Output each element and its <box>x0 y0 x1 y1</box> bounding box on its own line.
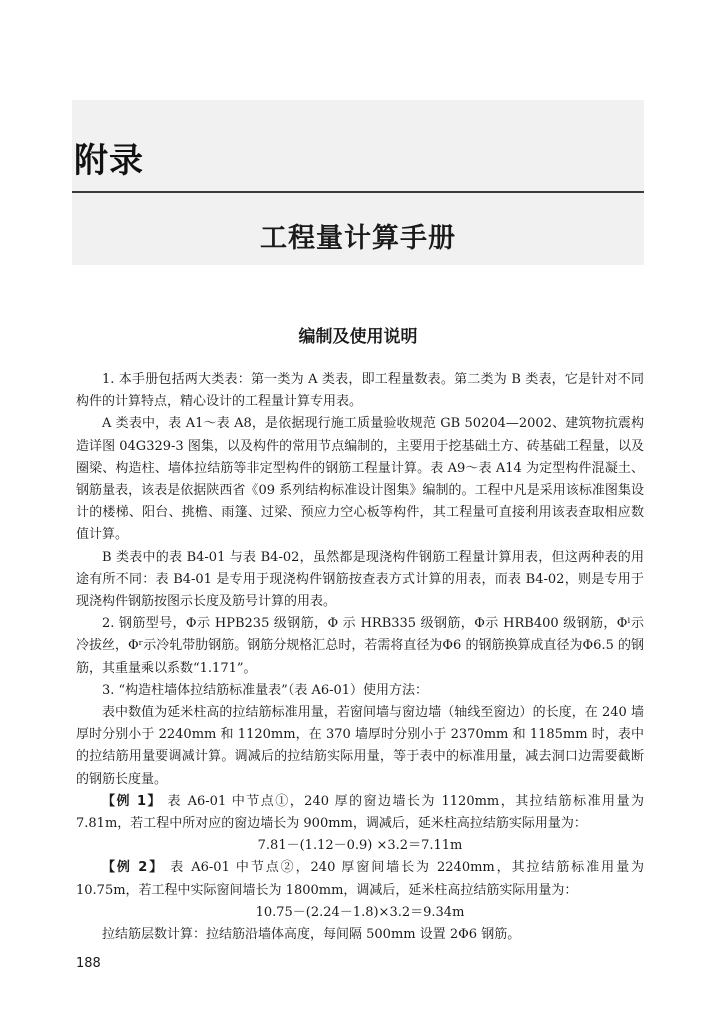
appendix-title: 附录 <box>74 141 144 181</box>
paragraph: 1. 本手册包括两大类表：第一类为 A 类表，即工程量数表。第二类为 B 类表，它是针对不同构件的计算特点，精心设计的工程量计算专用表。 <box>76 372 644 410</box>
example-1 <box>76 791 644 835</box>
closing-paragraph: 拉结筋层数计算：拉结筋沿墙体高度，每间隔 500mm 设置 2Φ6 钢筋。 <box>102 927 521 943</box>
paragraph: 2. 钢筋型号，Φ示 HPB235 级钢筋，Φ 示 HRB335 级钢筋，Φ示 HRB400 级钢筋，Φˡ示冷拔丝，Φʳ示冷轧带肋钢筋。钢筋分规格汇总时，若需将直径为Φ6 的钢筋换算成直径为Φ6.5 的钢筋，其重量乘以系数“1.171”。 <box>76 616 644 676</box>
section-title: 编制及使用说明 <box>298 327 418 347</box>
example-formula: 10.75－(2.24－1.8)×3.2＝9.34m <box>255 904 465 920</box>
example-2 <box>76 857 644 901</box>
page-number: 188 <box>76 956 101 971</box>
manual-title: 工程量计算手册 <box>260 223 456 254</box>
example-label: 【例 2】 <box>102 860 165 876</box>
example-formula: 7.81－(1.12－0.9) ×3.2＝7.11m <box>257 838 463 854</box>
paragraph: A 类表中，表 A1～表 A8，是依据现行施工质量验收规范 GB 50204—2002、建筑物抗震构造详图 04G329-3 图集，以及构件的常用节点编制的，主要用于挖基础土方、砖基础工程量，以及圈梁、构造柱、墙体拉结筋等非定型构件的钢筋工程量计算。表 A9～表 A14 为定型构件混凝土、钢筋量表，该表是依据陕西省《09 系列结构标准设计图集》编制的。工程中凡是采用该标准图集设计的楼梯、阳台、挑檐、雨篷、过梁、预应力空心板等构件，其工程量可直接利用该表查取相应数值计算。 <box>76 416 644 543</box>
example-text: 表 A6-01 中节点②，240 厚窗间墙长为 2240mm，其拉结筋标准用量为 10.75m，若工程中实际窗间墙长为 1800mm，调减后，延米柱高拉结筋实际用量为： <box>76 860 644 898</box>
body-text <box>76 369 644 946</box>
paragraph: B 类表中的表 B4-01 与表 B4-02，虽然都是现浇构件钢筋工程量计算用表，但这两种表的用途有所不同：表 B4-01 是专用于现浇构件钢筋按查表方式计算的用表，而表 B4-02，则是专用于现浇构件钢筋按图示长度及筋号计算的用表。 <box>76 549 644 610</box>
paragraph: 3. “构造柱墙体拉结筋标准量表”（表 A6-01）使用方法： <box>102 682 429 698</box>
example-text: 表 A6-01 中节点①，240 厚的窗边墙长为 1120mm，其拉结筋标准用量为 7.81m，若工程中所对应的窗边墙长为 900mm，调减后，延米柱高拉结筋实际用量为： <box>76 793 644 832</box>
paragraph: 表中数值为延米柱高的拉结筋标准用量，若窗间墙与窗边墙（轴线至窗边）的长度，在 240 墙厚时分别小于 2240mm 和 1120mm，在 370 墙厚时分别小于 2370mm 和 1185mm 时，表中的拉结筋用量要调减计算。调减后的拉结筋实际用量，等于表中的标准用量，减去洞口边需要截断的钢筋长度量。 <box>76 705 644 787</box>
title-divider <box>72 191 644 193</box>
example-label: 【例 1】 <box>102 793 162 809</box>
